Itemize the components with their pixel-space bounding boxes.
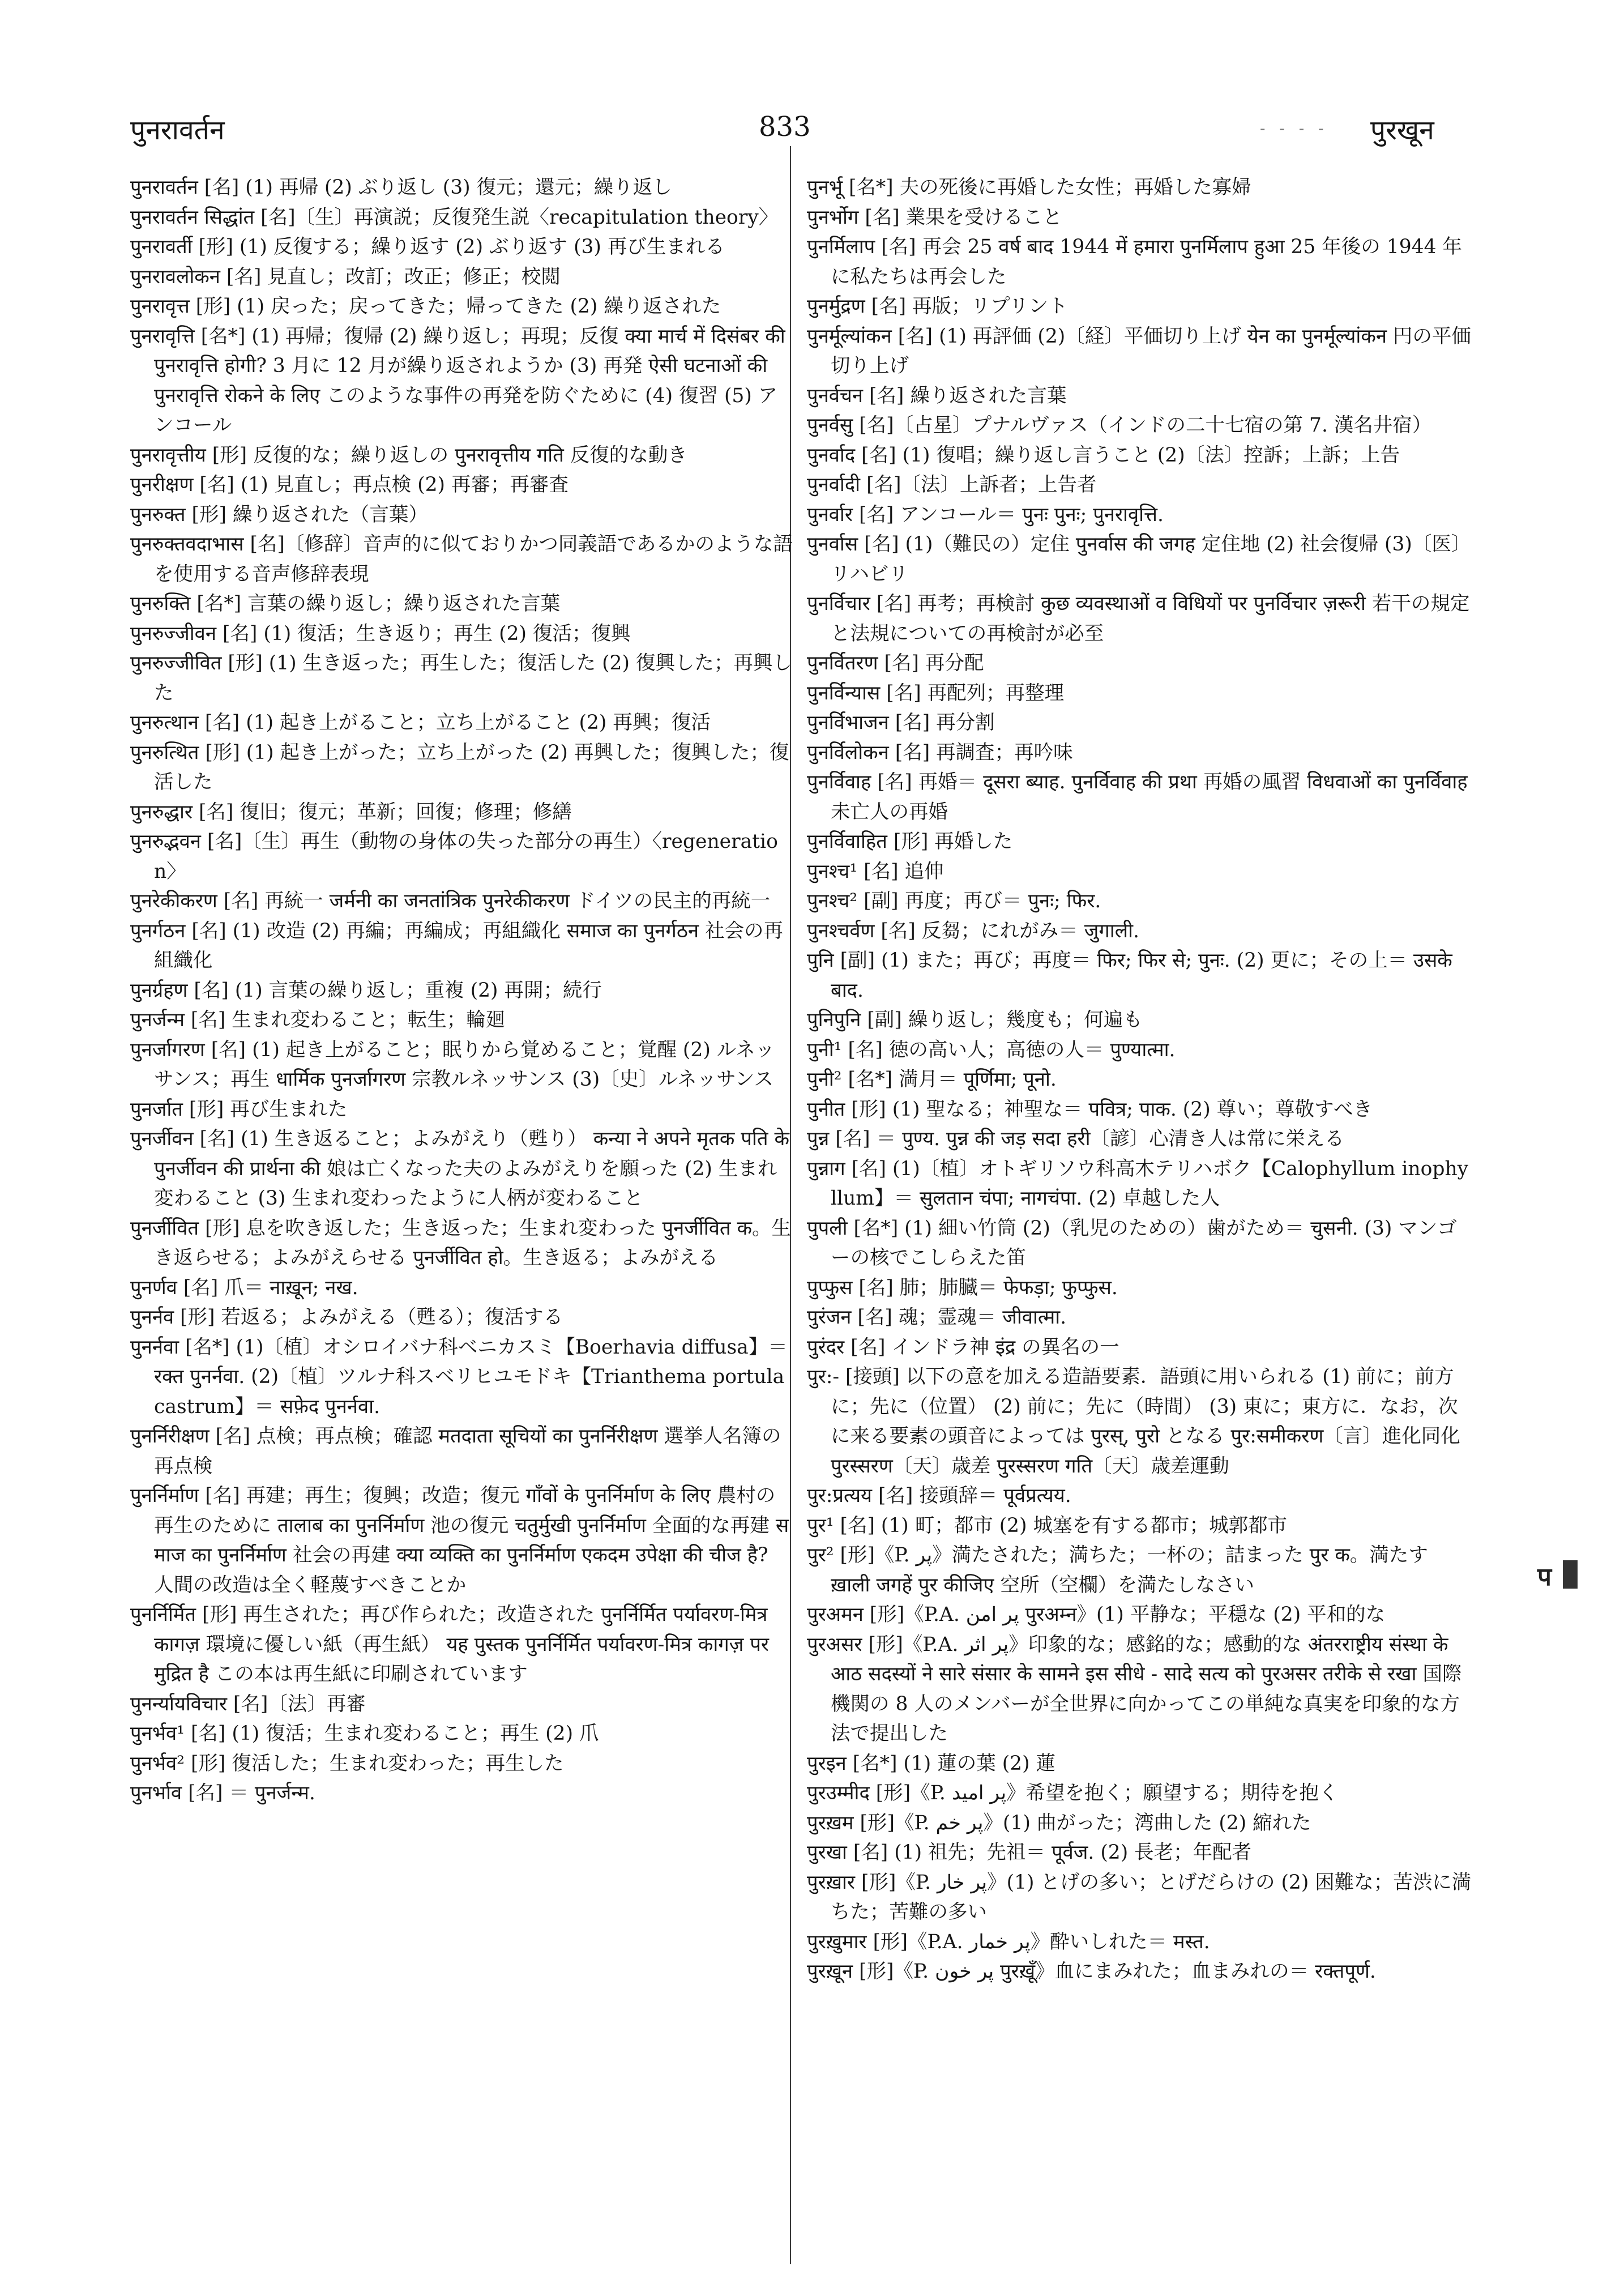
dictionary-entry: पुनर्भू [名*] 夫の死後に再婚した女性；再婚した寡婦 — [807, 176, 1251, 199]
dictionary-entry: पुनरुत्थित [形] (1) 起き上がった；立ち上がった (2) 再興した；復興した；復活した — [130, 741, 789, 793]
dictionary-entry: पुनरावृत्तीय [形] 反復的な；繰り返しの पुनरावृत्तीय गति 反復的な動き — [130, 443, 687, 467]
header-right-guideword: पुरखून — [1370, 114, 1434, 146]
dictionary-entry: पुनरुज्जीवन [名] (1) 復活；生き返り；再生 (2) 復活；復興 — [130, 622, 631, 645]
dictionary-entry: पुनरेकीकरण [名] 再統一 जर्मनी का जनतांत्रिक पुनरेकीकरण ドイツの民主的再統一 — [130, 890, 771, 912]
dictionary-entry: पुनी¹ [名] 徳の高い人；高徳の人＝ पुण्यात्मा. — [807, 1038, 1176, 1061]
dictionary-entry: पुरंदर [名] インドラ神 इंद्र の異名の一 — [807, 1335, 1119, 1359]
header-left-guideword: पुनरावर्तन — [130, 114, 225, 146]
dictionary-entry: पुरखा [名] (1) 祖先；先祖＝ पूर्वज. (2) 長老；年配者 — [807, 1841, 1252, 1864]
dictionary-entry: पुनरावर्ती [形] (1) 反復する；繰り返す (2) ぶり返す (3) 再び生まれる — [130, 236, 725, 258]
dictionary-entry: पुनिपुनि [副] 繰り返し；幾度も；何遍も — [807, 1009, 1143, 1031]
dictionary-entry: पुनर्विन्यास [名] 再配列；再整理 — [807, 681, 1065, 705]
dictionary-entry: पुनर्मूल्यांकन [名] (1) 再評価 (2)〔経〕平価切り上げ येन का पुनर्मूल्यांकन 円の平価切り上げ — [807, 325, 1471, 377]
dictionary-entry: पुनर्जागरण [名] (1) 起き上がること；眠りから覚めること；覚醒 (2) ルネッサンス；再生 धार्मिक पुनर्जागरण 宗教ルネッサンス (3)〔史〕ルネッサンス — [130, 1038, 775, 1091]
dictionary-entry: पुनर्निर्माण [名] 再建；再生；復興；改造；復元 गाँवों के पुनर्निर्माण के लिए 農村の再生のために तालाब का पुनर्निर्माण 池の復元 चतुर्मुखी पुनर्निर्माण 全面的な再建 समाज का पुनर्निर्माण 社会の再建 क्या व्यक्ति का पुनर्निर्माण एकदम उपेक्षा की चीज है? 人間の改造は全く軽蔑すべきことか — [130, 1484, 789, 1597]
dictionary-entry: पुनर्ग्रहण [名] (1) 言葉の繰り返し；重複 (2) 再開；続行 — [130, 979, 602, 1002]
dictionary-entry: पुरइन [名*] (1) 蓮の葉 (2) 蓮 — [807, 1752, 1056, 1775]
dictionary-entry: पुनर्वार [名] アンコール＝ पुनः पुनः; पुनरावृत्ति. — [807, 503, 1164, 526]
dictionary-entry: पुनर्भाव [名] ＝ पुनर्जन्म. — [130, 1782, 315, 1804]
dictionary-entry: पुनर्वादी [名]〔法〕上訴者；上告者 — [807, 473, 1097, 496]
dictionary-entry: पुरअमन [形]《P.A. پر امن पुरअम्न》(1) 平静な；平穏な (2) 平和的な — [807, 1603, 1386, 1626]
dictionary-entry: पुन्न [名] ＝ पुण्य. पुन्न की जड़ सदा हरी〔諺〕心清き人は常に栄える — [807, 1128, 1345, 1150]
dictionary-entry: पुप्फुस [名] 肺；肺臓＝ फेफड़ा; फुप्फुस. — [807, 1276, 1118, 1299]
dictionary-entry: पुनर्जीवन [名] (1) 生き返ること；よみがえり（甦り） कन्या ने अपने मृतक पति के पुनर्जीवन की प्रार्थना की 娘は亡くなった夫のよみがえりを願った (2) 生まれ変わること (3) 生まれ変わったように人柄が変わること — [130, 1128, 789, 1210]
dictionary-entry: पुनर्मुद्रण [名] 再版；リプリント — [807, 295, 1068, 318]
dictionary-entry: पुन्नाग [名] (1)〔植〕オトギリソウ科高木テリハボク【Calophyllum inophyllum】＝ सुलतान चंपा; नागचंपा. (2) 卓越した人 — [807, 1157, 1469, 1210]
dictionary-entry: पुनर्गठन [名] (1) 改造 (2) 再編；再編成；再組織化 समाज का पुनर्गठन 社会の再組織化 — [130, 919, 783, 972]
dictionary-entry: पुपली [名*] (1) 細い竹筒 (2)（乳児のための）歯がため＝ चुसनी. (3) マンゴーの核でこしらえた笛 — [807, 1217, 1457, 1269]
thumb-index-letter: प — [1537, 1563, 1552, 1591]
dictionary-entry: पुनश्च² [副] 再度；再び＝ पुनः; फिर. — [807, 890, 1101, 912]
dictionary-entry: पुनर्भोग [名] 業果を受けること — [807, 206, 1062, 229]
dictionary-entry: पुरअसर [形]《P.A. پر اثر》印象的な；感銘的な；感動的な अंतरराष्ट्रीय संस्था के आठ सदस्यों ने सारे संसार के सामने इस सीधे - सादे सत्य को पुरअसर तरीके से रखा 国際機関の 8 人のメンバーが全世界に向かってこの単純な真実を印象的な方法で提出した — [807, 1633, 1462, 1745]
page-number: 833 — [759, 111, 811, 143]
dictionary-entry: पुर:प्रत्यय [名] 接頭辞＝ पूर्वप्रत्यय. — [807, 1484, 1071, 1507]
dictionary-entry: पुनरावृत्त [形] (1) 戻った；戻ってきた；帰ってきた (2) 繰り返された — [130, 295, 721, 318]
dictionary-entry: पुर¹ [名] (1) 町；都市 (2) 城塞を有する都市；城郭都市 — [807, 1514, 1288, 1537]
dictionary-entry: पुनर्जीवित [形] 息を吹き返した；生き返った；生まれ変わった पुनर्जीवित क。生き返らせる；よみがえらせる पुनर्जीवित हो。生き返る；よみがえる — [130, 1217, 792, 1269]
right-column — [807, 173, 1472, 1987]
dictionary-entry: पुनी² [名*] 満月＝ पूर्णिमा; पूनो. — [807, 1068, 1057, 1091]
dictionary-entry: पुनर्वसु [名]〔占星〕プナルヴァス（インドの二十七宿の第 7. 漢名井宿） — [807, 414, 1432, 437]
dictionary-entry: पुनर्विलोकन [名] 再調査；再吟味 — [807, 741, 1073, 764]
dictionary-entry: पुनश्चर्वण [名] 反芻；にれがみ＝ जुगाली. — [807, 919, 1140, 942]
dictionary-entry: पुनर्वचन [名] 繰り返された言葉 — [807, 384, 1067, 407]
dictionary-entry: पुनि [副] (1) また；再び；再度＝ फिर; फिर से; पुनः. (2) 更に；その上＝ उसके बाद. — [807, 949, 1452, 1002]
dictionary-entry: पुरंजन [名] 魂；霊魂＝ जीवात्मा. — [807, 1306, 1067, 1329]
dictionary-entry: पुनर्नव [形] 若返る；よみがえる（甦る）；復活する — [130, 1306, 563, 1329]
dictionary-entry: पुनरुद्भवन [名]〔生〕再生（動物の身体の失った部分の再生）〈regeneration〉 — [130, 830, 778, 883]
thumb-index-bar — [1563, 1560, 1578, 1589]
dictionary-entry: पुनरावर्तन [名] (1) 再帰 (2) ぶり返し (3) 復元；還元；繰り返し — [130, 176, 672, 199]
dictionary-entry: पुनरुत्थान [名] (1) 起き上がること；立ち上がること (2) 再興；復活 — [130, 711, 711, 734]
dictionary-entry: पुनरावृत्ति [名*] (1) 再帰；復帰 (2) 繰り返し；再現；反復 क्या मार्च में दिसंबर की पुनरावृत्ति होगी? 3 月に 12 月が繰り返されようか (3) 再発 ऐसी घटनाओं की पुनरावृत्ति रोकने के लिए このような事件の再発を防ぐために (4) 復習 (5) アンコール — [130, 325, 785, 437]
dictionary-entry: पुनर्जात [形] 再び生まれた — [130, 1098, 348, 1121]
dictionary-entry: पुनर्वाद [名] (1) 復唱；繰り返し言うこと (2)〔法〕控訴；上訴；上告 — [807, 443, 1400, 467]
dictionary-entry: पुनर्विवाह [名] 再婚＝ दूसरा ब्याह. पुनर्विवाह की प्रथा 再婚の風習 विधवाओं का पुनर्विवाह 未亡人の再婚 — [807, 771, 1468, 823]
dictionary-entry: पुरख़म [形]《P. پر خم》(1) 曲がった；湾曲した (2) 縮れた — [807, 1811, 1311, 1834]
dictionary-entry: पुरख़ून [形]《P. پر خون पुरख़ूँ》血にまみれた；血まみれの＝ रक्तपूर्ण. — [807, 1960, 1376, 1983]
dictionary-entry: पुनरुक्तवदाभास [名]〔修辞〕音声的に似ておりかつ同義語であるかのような語を使用する音声修辞表現 — [130, 533, 793, 586]
dictionary-entry: पुर:- [接頭] 以下の意を加える造語要素．語頭に用いられる (1) 前に；前方に；先に（位置） (2) 前に；先に（時間） (3) 東に；東方に．なお，次に来る要素の頭音によっては पुरस्, पुरो となる पुर:समीकरण〔言〕進化同化 पुरस्सरण〔天〕歳差 पुरस्सरण गति〔天〕歳差運動 — [807, 1365, 1460, 1478]
dictionary-entry: पुनरुद्धार [名] 復旧；復元；革新；回復；修理；修繕 — [130, 800, 572, 823]
dictionary-entry: पुनरावर्तन सिद्धांत [名]〔生〕再演説；反復発生説〈recapitulation theory〉 — [130, 206, 779, 229]
dictionary-entry: पुनरावलोकन [名] 見直し；改訂；改正；修正；校閲 — [130, 265, 561, 288]
dictionary-entry: पुनर्भव² [形] 復活した；生まれ変わった；再生した — [130, 1752, 564, 1775]
dictionary-entry: पुरउम्मीद [形]《P. پر امید》希望を抱く；願望する；期待を抱く — [807, 1782, 1339, 1804]
dictionary-entry: पुरख़ार [形]《P. پر خار》(1) とげの多い；とげだらけの (2) 困難な；苦渋に満ちた；苦難の多い — [807, 1871, 1472, 1923]
header-dashes: - - - - — [1260, 119, 1328, 138]
dictionary-entry: पुनर्भव¹ [名] (1) 復活；生まれ変わること；再生 (2) 爪 — [130, 1722, 599, 1745]
dictionary-entry: पुनर्नवा [名*] (1)〔植〕オシロイバナ科ベニカスミ【Boerhavia diffusa】＝ रक्त पुनर्नवा. (2)〔植〕ツルナ科スベリヒユモドキ【Trianthema portulacastrum】＝ सफ़ेद पुनर्नवा. — [130, 1335, 788, 1418]
dictionary-entry: पुनर्न्यायविचार [名]〔法〕再審 — [130, 1692, 366, 1715]
dictionary-entry: पुर² [形]《P. پر》満たされた；満ちた；一杯の；詰まった पुर क。満たす ख़ाली जगहें पुर कीजिए 空所（空欄）を満たしなさい — [807, 1544, 1428, 1597]
dictionary-entry: पुनरुज्जीवित [形] (1) 生き返った；再生した；復活した (2) 復興した；再興した — [130, 652, 792, 705]
dictionary-entry: पुनरुक्ति [名*] 言葉の繰り返し；繰り返された言葉 — [130, 592, 561, 615]
dictionary-entry: पुनश्च¹ [名] 追伸 — [807, 860, 944, 883]
dictionary-entry: पुरख़ुमार [形]《P.A. پر خمار》酔いしれた＝ मस्त. — [807, 1930, 1210, 1953]
dictionary-entry: पुनीत [形] (1) 聖なる；神聖な＝ पवित्र; पाक. (2) 尊い；尊敬すべき — [807, 1098, 1373, 1121]
left-column — [130, 173, 793, 1808]
dictionary-entry: पुनर्मिलाप [名] 再会 25 वर्ष बाद 1944 में हमारा पुनर्मिलाप हुआ 25 年後の 1944 年に私たちは再会した — [807, 236, 1463, 288]
dictionary-entry: पुनरुक्त [形] 繰り返された（言葉） — [130, 503, 428, 526]
dictionary-entry: पुनर्निर्मित [形] 再生された；再び作られた；改造された पुनर्निर्मित पर्यावरण-मित्र कागज़ 環境に優しい紙（再生紙） यह पुस्तक पुनर्निर्मित पर्यावरण-मित्र कागज़ पर मुद्रित है この本は再生紙に印刷されています — [130, 1603, 769, 1685]
dictionary-entry: पुनर्विवाहित [形] 再婚した — [807, 830, 1013, 853]
dictionary-entry: पुनर्निरीक्षण [名] 点検；再点検；確認 मतदाता सूचियों का पुनर्निरीक्षण 選挙人名簿の再点検 — [130, 1425, 781, 1478]
dictionary-entry: पुनरीक्षण [名] (1) 見直し；再点検 (2) 再審；再審査 — [130, 473, 569, 496]
dictionary-entry: पुनर्वितरण [名] 再分配 — [807, 652, 984, 675]
dictionary-entry: पुनर्जन्म [名] 生まれ変わること；転生；輪廻 — [130, 1009, 506, 1031]
dictionary-entry: पुनर्विचार [名] 再考；再検討 कुछ व्यवस्थाओं व विधियों पर पुनर्विचार ज़रूरी 若干の規定と法規についての再検討が必至 — [807, 592, 1470, 645]
dictionary-entry: पुनर्वास [名] (1)（難民の）定住 पुनर्वास की जगह 定住地 (2) 社会復帰 (3)〔医〕リハビリ — [807, 533, 1471, 586]
dictionary-entry: पुनर्णव [名] 爪＝ नाख़ून; नख. — [130, 1276, 358, 1299]
dictionary-entry: पुनर्विभाजन [名] 再分割 — [807, 711, 995, 734]
